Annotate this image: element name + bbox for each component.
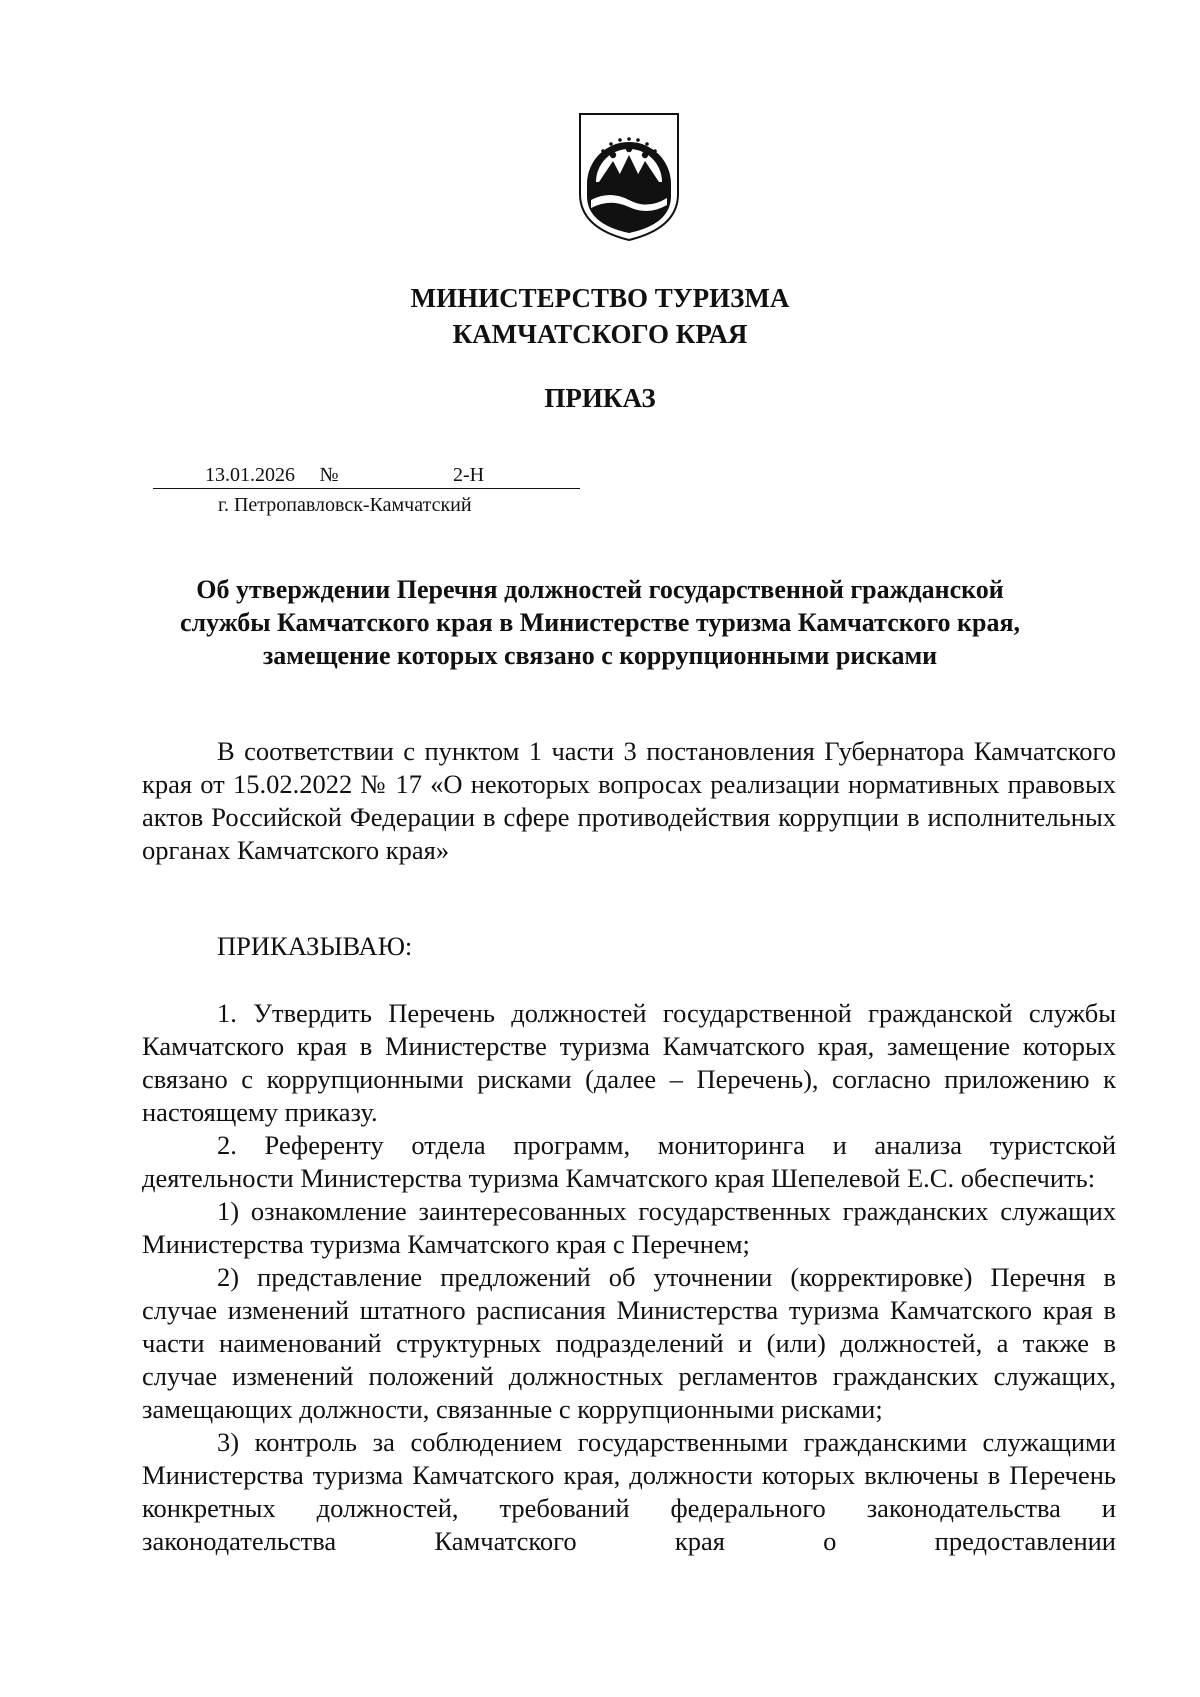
preamble-section (142, 735, 1116, 867)
order-title-line-2: службы Камчатского края в Министерстве туризма Камчатского края, (179, 608, 1021, 637)
order-items (142, 997, 1116, 1558)
order-word: ПРИКАЗЫВАЮ: (217, 931, 413, 961)
item-2-subitem-3: 3) контроль за соблюдением государственными гражданскими служащими Министерства туризма Камчатского края, должности которых включены в Перечень конкретных должностей, требований федерального законодательства и законодательства Камчатского края о предоставлении (142, 1427, 1116, 1556)
ministry-name-line-1: МИНИСТЕРСТВО ТУРИЗМА (410, 283, 790, 313)
order-title-line-1: Об утверждении Перечня должностей государственной гражданской (196, 575, 1004, 604)
order-number: 2-Н (355, 462, 580, 489)
document-type: ПРИКАЗ (544, 383, 656, 413)
kamchatka-coat-of-arms-icon (578, 112, 680, 242)
ministry-name-line-2: КАМЧАТСКОГО КРАЯ (452, 319, 748, 349)
item-2-subitem-2: 2) представление предложений об уточнении (корректировке) Перечня в случае изменений штатного расписания Министерства туризма Камчатского края в части наименований структурных подразделений и (или) должностей, а также в случае изменений положений должностных регламентов гражданских служащих, замещающих должности, связанные с коррупционными рисками; (142, 1262, 1116, 1424)
item-1-paragraph: 1. Утвердить Перечень должностей государственной гражданской службы Камчатского края в Министерстве туризма Камчатского края, замещение которых связано с коррупционными рисками (далее – Перечень), согласно приложению к настоящему приказу. (142, 998, 1116, 1127)
city-name: г. Петропавловск-Камчатский (218, 494, 472, 516)
item-2-paragraph: 2. Референту отдела программ, мониторинга и анализа туристской деятельности Министерства туризма Камчатского края Шепелевой Е.С. обеспечить: (142, 1130, 1116, 1193)
preamble-paragraph: В соответствии с пунктом 1 части 3 постановления Губернатора Камчатского края от 15.02.2022 № 17 «О некоторых вопросах реализации нормативных правовых актов Российской Федерации в сфере противодействия коррупции в исполнительных органах Камчатского края» (142, 736, 1116, 865)
ministry-name (0, 280, 1200, 352)
order-date: 13.01.2026 (153, 462, 303, 489)
order-title (150, 573, 1050, 672)
item-2-subitem-1: 1) ознакомление заинтересованных государственных гражданских служащих Министерства туризма Камчатского края с Перечнем; (142, 1196, 1116, 1259)
number-sign: № (303, 462, 355, 489)
order-title-line-3: замещение которых связано с коррупционными рисками (262, 641, 938, 670)
